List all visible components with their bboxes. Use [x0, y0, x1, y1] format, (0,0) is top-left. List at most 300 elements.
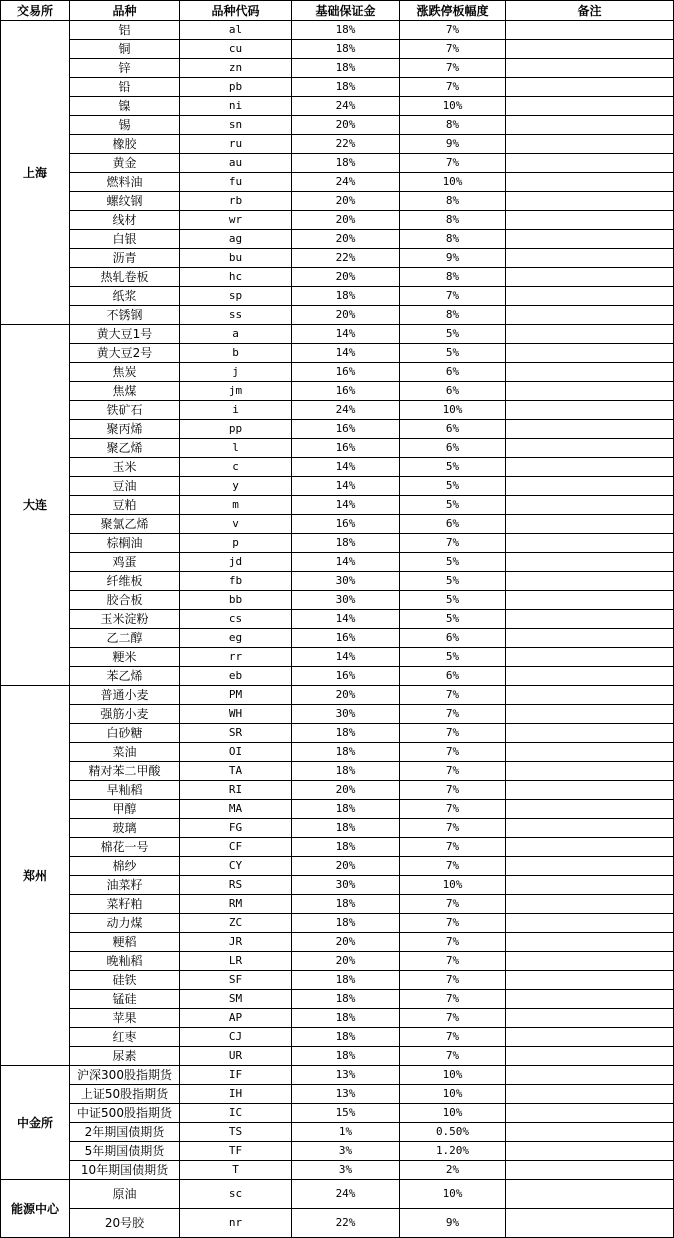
limit-cell: 7%: [400, 287, 506, 306]
limit-cell: 7%: [400, 781, 506, 800]
code-cell: a: [180, 325, 292, 344]
code-cell: IF: [180, 1066, 292, 1085]
limit-cell: 10%: [400, 876, 506, 895]
limit-cell: 7%: [400, 914, 506, 933]
table-row: [1, 211, 674, 230]
product-cell: 早籼稻: [70, 781, 180, 800]
margin-cell: 18%: [292, 914, 400, 933]
code-cell: rb: [180, 192, 292, 211]
table-row: [1, 610, 674, 629]
code-cell: UR: [180, 1047, 292, 1066]
note-cell: [506, 838, 674, 857]
table-row: [1, 1066, 674, 1085]
limit-cell: 7%: [400, 819, 506, 838]
margin-cell: 14%: [292, 610, 400, 629]
note-cell: [506, 363, 674, 382]
limit-cell: 7%: [400, 838, 506, 857]
code-cell: sp: [180, 287, 292, 306]
limit-cell: 5%: [400, 477, 506, 496]
note-cell: [506, 1123, 674, 1142]
code-cell: zn: [180, 59, 292, 78]
limit-cell: 5%: [400, 648, 506, 667]
product-cell: 玻璃: [70, 819, 180, 838]
code-cell: sc: [180, 1180, 292, 1209]
margin-cell: 16%: [292, 629, 400, 648]
note-cell: [506, 686, 674, 705]
limit-cell: 7%: [400, 154, 506, 173]
product-cell: 上证50股指期货: [70, 1085, 180, 1104]
table-row: [1, 933, 674, 952]
margin-cell: 22%: [292, 135, 400, 154]
note-cell: [506, 306, 674, 325]
table-row: [1, 648, 674, 667]
note-cell: [506, 116, 674, 135]
limit-cell: 7%: [400, 990, 506, 1009]
note-cell: [506, 40, 674, 59]
note-cell: [506, 667, 674, 686]
margin-cell: 18%: [292, 800, 400, 819]
limit-cell: 6%: [400, 420, 506, 439]
code-cell: eb: [180, 667, 292, 686]
limit-cell: 10%: [400, 401, 506, 420]
margin-cell: 18%: [292, 895, 400, 914]
margin-cell: 30%: [292, 572, 400, 591]
margin-cell: 18%: [292, 743, 400, 762]
code-cell: bu: [180, 249, 292, 268]
note-cell: [506, 1209, 674, 1238]
note-cell: [506, 401, 674, 420]
code-cell: sn: [180, 116, 292, 135]
limit-cell: 10%: [400, 1085, 506, 1104]
note-cell: [506, 743, 674, 762]
margin-cell: 20%: [292, 211, 400, 230]
note-cell: [506, 819, 674, 838]
code-cell: c: [180, 458, 292, 477]
note-cell: [506, 458, 674, 477]
note-cell: [506, 914, 674, 933]
limit-cell: 8%: [400, 211, 506, 230]
note-cell: [506, 325, 674, 344]
table-row: [1, 363, 674, 382]
margin-cell: 14%: [292, 496, 400, 515]
margin-cell: 16%: [292, 363, 400, 382]
table-row: [1, 515, 674, 534]
table-row: [1, 553, 674, 572]
note-cell: [506, 192, 674, 211]
code-cell: fu: [180, 173, 292, 192]
limit-cell: 6%: [400, 439, 506, 458]
product-cell: 10年期国债期货: [70, 1161, 180, 1180]
code-cell: pb: [180, 78, 292, 97]
product-cell: 黄大豆1号: [70, 325, 180, 344]
note-cell: [506, 1009, 674, 1028]
limit-cell: 7%: [400, 952, 506, 971]
limit-cell: 9%: [400, 249, 506, 268]
margin-cell: 20%: [292, 952, 400, 971]
note-cell: [506, 724, 674, 743]
code-cell: pp: [180, 420, 292, 439]
margin-cell: 14%: [292, 553, 400, 572]
limit-cell: 5%: [400, 572, 506, 591]
code-cell: JR: [180, 933, 292, 952]
note-cell: [506, 1047, 674, 1066]
product-cell: 晚籼稻: [70, 952, 180, 971]
product-cell: 玉米: [70, 458, 180, 477]
limit-cell: 7%: [400, 743, 506, 762]
note-cell: [506, 1161, 674, 1180]
margin-cell: 18%: [292, 78, 400, 97]
code-cell: p: [180, 534, 292, 553]
table-row: [1, 59, 674, 78]
note-cell: [506, 1066, 674, 1085]
margin-cell: 16%: [292, 382, 400, 401]
limit-cell: 7%: [400, 686, 506, 705]
margin-cell: 20%: [292, 306, 400, 325]
exchange-cell: 上海: [1, 21, 70, 325]
product-cell: 燃料油: [70, 173, 180, 192]
table-row: [1, 249, 674, 268]
limit-cell: 5%: [400, 496, 506, 515]
margin-cell: 16%: [292, 420, 400, 439]
note-cell: [506, 648, 674, 667]
code-cell: RI: [180, 781, 292, 800]
code-cell: jd: [180, 553, 292, 572]
table-row: [1, 876, 674, 895]
note-cell: [506, 211, 674, 230]
code-cell: MA: [180, 800, 292, 819]
margin-cell: 20%: [292, 230, 400, 249]
code-cell: hc: [180, 268, 292, 287]
note-cell: [506, 477, 674, 496]
note-cell: [506, 876, 674, 895]
product-cell: 白砂糖: [70, 724, 180, 743]
code-cell: i: [180, 401, 292, 420]
product-cell: 铜: [70, 40, 180, 59]
code-cell: CY: [180, 857, 292, 876]
product-cell: 线材: [70, 211, 180, 230]
product-cell: 红枣: [70, 1028, 180, 1047]
table-row: [1, 420, 674, 439]
margin-cell: 18%: [292, 1009, 400, 1028]
code-cell: TF: [180, 1142, 292, 1161]
table-row: [1, 116, 674, 135]
margin-cell: 24%: [292, 401, 400, 420]
product-cell: 锰硅: [70, 990, 180, 1009]
product-cell: 胶合板: [70, 591, 180, 610]
table-row: [1, 819, 674, 838]
table-row: [1, 724, 674, 743]
note-cell: [506, 990, 674, 1009]
product-cell: 不锈钢: [70, 306, 180, 325]
code-cell: FG: [180, 819, 292, 838]
product-cell: 白银: [70, 230, 180, 249]
limit-cell: 5%: [400, 591, 506, 610]
note-cell: [506, 1180, 674, 1209]
margin-cell: 24%: [292, 97, 400, 116]
limit-cell: 5%: [400, 610, 506, 629]
note-cell: [506, 1028, 674, 1047]
margin-cell: 18%: [292, 59, 400, 78]
code-cell: TA: [180, 762, 292, 781]
product-cell: 热轧卷板: [70, 268, 180, 287]
note-cell: [506, 439, 674, 458]
product-cell: 普通小麦: [70, 686, 180, 705]
note-cell: [506, 610, 674, 629]
product-cell: 5年期国债期货: [70, 1142, 180, 1161]
limit-cell: 7%: [400, 534, 506, 553]
header-limit: 涨跌停板幅度: [400, 1, 506, 21]
code-cell: j: [180, 363, 292, 382]
code-cell: RM: [180, 895, 292, 914]
margin-cell: 18%: [292, 287, 400, 306]
product-cell: 铝: [70, 21, 180, 40]
note-cell: [506, 496, 674, 515]
note-cell: [506, 515, 674, 534]
product-cell: 焦煤: [70, 382, 180, 401]
margin-cell: 30%: [292, 705, 400, 724]
margin-cell: 24%: [292, 1180, 400, 1209]
limit-cell: 5%: [400, 325, 506, 344]
product-cell: 玉米淀粉: [70, 610, 180, 629]
limit-cell: 7%: [400, 40, 506, 59]
margin-cell: 18%: [292, 838, 400, 857]
margin-cell: 18%: [292, 534, 400, 553]
limit-cell: 6%: [400, 363, 506, 382]
product-cell: 棉纱: [70, 857, 180, 876]
note-cell: [506, 572, 674, 591]
limit-cell: 7%: [400, 1028, 506, 1047]
margin-cell: 22%: [292, 1209, 400, 1238]
code-cell: eg: [180, 629, 292, 648]
table-row: [1, 496, 674, 515]
table-row: [1, 78, 674, 97]
code-cell: ni: [180, 97, 292, 116]
code-cell: ag: [180, 230, 292, 249]
limit-cell: 6%: [400, 515, 506, 534]
note-cell: [506, 591, 674, 610]
product-cell: 棕榈油: [70, 534, 180, 553]
margin-cell: 14%: [292, 458, 400, 477]
table-row: [1, 667, 674, 686]
table-row: [1, 762, 674, 781]
limit-cell: 7%: [400, 933, 506, 952]
table-row: [1, 952, 674, 971]
note-cell: [506, 762, 674, 781]
margin-cell: 22%: [292, 249, 400, 268]
code-cell: al: [180, 21, 292, 40]
margin-cell: 18%: [292, 990, 400, 1009]
code-cell: SF: [180, 971, 292, 990]
margin-cell: 18%: [292, 154, 400, 173]
note-cell: [506, 781, 674, 800]
note-cell: [506, 154, 674, 173]
table-row: [1, 97, 674, 116]
limit-cell: 8%: [400, 268, 506, 287]
product-cell: 苯乙烯: [70, 667, 180, 686]
margin-cell: 18%: [292, 1047, 400, 1066]
code-cell: wr: [180, 211, 292, 230]
table-row: [1, 230, 674, 249]
margin-cell: 18%: [292, 21, 400, 40]
table-row: [1, 40, 674, 59]
product-cell: 苹果: [70, 1009, 180, 1028]
header-exchange: 交易所: [1, 1, 70, 21]
table-row: [1, 1085, 674, 1104]
table-row: [1, 287, 674, 306]
code-cell: RS: [180, 876, 292, 895]
product-cell: 乙二醇: [70, 629, 180, 648]
product-cell: 豆粕: [70, 496, 180, 515]
product-cell: 甲醇: [70, 800, 180, 819]
code-cell: ss: [180, 306, 292, 325]
table-row: [1, 192, 674, 211]
limit-cell: 8%: [400, 306, 506, 325]
margin-cell: 18%: [292, 819, 400, 838]
code-cell: LR: [180, 952, 292, 971]
limit-cell: 7%: [400, 21, 506, 40]
note-cell: [506, 59, 674, 78]
code-cell: ru: [180, 135, 292, 154]
table-row: [1, 135, 674, 154]
table-row: [1, 458, 674, 477]
product-cell: 精对苯二甲酸: [70, 762, 180, 781]
code-cell: OI: [180, 743, 292, 762]
margin-cell: 20%: [292, 268, 400, 287]
note-cell: [506, 1085, 674, 1104]
exchange-cell: 中金所: [1, 1066, 70, 1180]
exchange-cell: 郑州: [1, 686, 70, 1066]
limit-cell: 2%: [400, 1161, 506, 1180]
margin-cell: 14%: [292, 648, 400, 667]
product-cell: 镍: [70, 97, 180, 116]
note-cell: [506, 933, 674, 952]
code-cell: au: [180, 154, 292, 173]
code-cell: SM: [180, 990, 292, 1009]
limit-cell: 7%: [400, 724, 506, 743]
margin-cell: 18%: [292, 40, 400, 59]
header-margin: 基础保证金: [292, 1, 400, 21]
table-row: [1, 781, 674, 800]
code-cell: cu: [180, 40, 292, 59]
table-body: [1, 21, 674, 1238]
table-row: [1, 800, 674, 819]
margin-cell: 18%: [292, 724, 400, 743]
code-cell: T: [180, 1161, 292, 1180]
limit-cell: 7%: [400, 59, 506, 78]
code-cell: SR: [180, 724, 292, 743]
product-cell: 动力煤: [70, 914, 180, 933]
product-cell: 硅铁: [70, 971, 180, 990]
limit-cell: 9%: [400, 135, 506, 154]
table-row: [1, 591, 674, 610]
note-cell: [506, 97, 674, 116]
margin-cell: 20%: [292, 781, 400, 800]
header-product: 品种: [70, 1, 180, 21]
product-cell: 粳稻: [70, 933, 180, 952]
table-row: [1, 743, 674, 762]
limit-cell: 9%: [400, 1209, 506, 1238]
note-cell: [506, 534, 674, 553]
code-cell: CJ: [180, 1028, 292, 1047]
table-row: [1, 895, 674, 914]
limit-cell: 7%: [400, 1009, 506, 1028]
table-row: [1, 477, 674, 496]
note-cell: [506, 553, 674, 572]
code-cell: nr: [180, 1209, 292, 1238]
note-cell: [506, 800, 674, 819]
header-code: 品种代码: [180, 1, 292, 21]
table-row: [1, 306, 674, 325]
note-cell: [506, 629, 674, 648]
limit-cell: 5%: [400, 344, 506, 363]
product-cell: 铅: [70, 78, 180, 97]
table-row: [1, 325, 674, 344]
note-cell: [506, 952, 674, 971]
margin-cell: 3%: [292, 1142, 400, 1161]
limit-cell: 10%: [400, 1180, 506, 1209]
table-row: [1, 268, 674, 287]
product-cell: 锡: [70, 116, 180, 135]
limit-cell: 7%: [400, 762, 506, 781]
margin-cell: 16%: [292, 667, 400, 686]
product-cell: 尿素: [70, 1047, 180, 1066]
code-cell: y: [180, 477, 292, 496]
note-cell: [506, 173, 674, 192]
product-cell: 强筋小麦: [70, 705, 180, 724]
table-row: [1, 344, 674, 363]
note-cell: [506, 230, 674, 249]
code-cell: v: [180, 515, 292, 534]
code-cell: bb: [180, 591, 292, 610]
margin-cell: 15%: [292, 1104, 400, 1123]
margin-cell: 13%: [292, 1066, 400, 1085]
code-cell: CF: [180, 838, 292, 857]
code-cell: fb: [180, 572, 292, 591]
code-cell: ZC: [180, 914, 292, 933]
limit-cell: 8%: [400, 116, 506, 135]
product-cell: 中证500股指期货: [70, 1104, 180, 1123]
margin-cell: 18%: [292, 762, 400, 781]
code-cell: IC: [180, 1104, 292, 1123]
table-row: [1, 1180, 674, 1209]
limit-cell: 10%: [400, 173, 506, 192]
product-cell: 沥青: [70, 249, 180, 268]
note-cell: [506, 382, 674, 401]
table-row: [1, 1104, 674, 1123]
product-cell: 锌: [70, 59, 180, 78]
margin-cell: 20%: [292, 686, 400, 705]
product-cell: 焦炭: [70, 363, 180, 382]
limit-cell: 5%: [400, 458, 506, 477]
table-row: [1, 382, 674, 401]
limit-cell: 7%: [400, 800, 506, 819]
limit-cell: 6%: [400, 629, 506, 648]
table-row: [1, 1209, 674, 1238]
table-row: [1, 857, 674, 876]
margin-cell: 3%: [292, 1161, 400, 1180]
margin-cell: 18%: [292, 1028, 400, 1047]
limit-cell: 7%: [400, 895, 506, 914]
product-cell: 聚氯乙烯: [70, 515, 180, 534]
product-cell: 油菜籽: [70, 876, 180, 895]
note-cell: [506, 895, 674, 914]
table-row: [1, 534, 674, 553]
product-cell: 豆油: [70, 477, 180, 496]
limit-cell: 10%: [400, 1066, 506, 1085]
margin-cell: 20%: [292, 116, 400, 135]
code-cell: b: [180, 344, 292, 363]
limit-cell: 7%: [400, 78, 506, 97]
